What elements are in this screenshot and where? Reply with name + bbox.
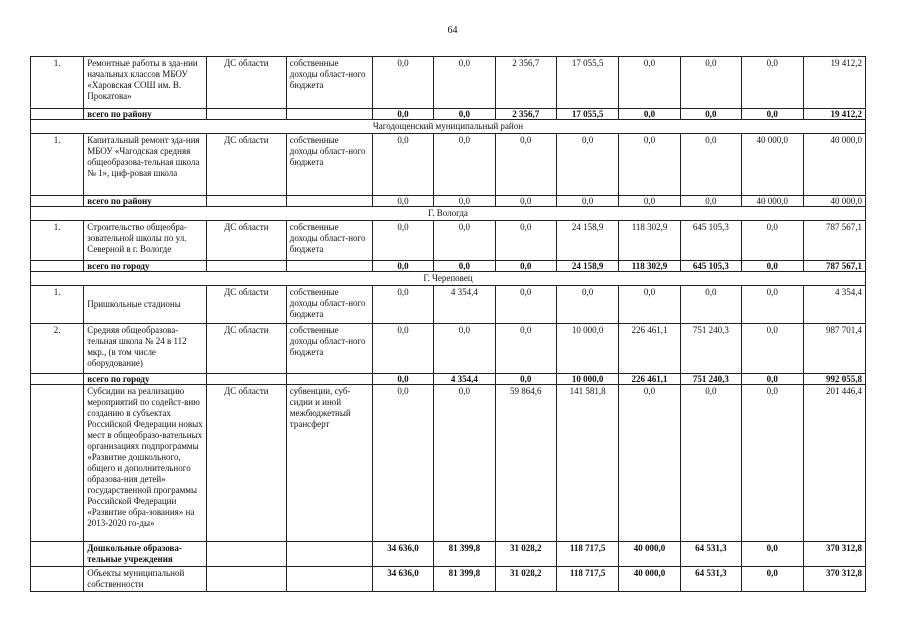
object-name: Пришкольные стадионы [84,286,207,324]
total-label: всего по городу [84,261,207,272]
value-cell: 0,0 [372,57,433,109]
value-cell: 226 461,1 [619,374,680,385]
value-cell: 987 701,4 [803,324,866,374]
value-cell: 751 240,3 [680,324,741,374]
value-cell: 0,0 [495,261,556,272]
total-label: Объекты муниципальной собственности [84,567,207,592]
funding-source: собственные доходы област-ного бюджета [286,134,372,196]
row-number: 1. [31,134,84,196]
row-number: 1. [31,286,84,324]
value-cell: 787 567,1 [803,261,866,272]
value-cell: 10 000,0 [556,324,618,374]
table-row [31,286,866,324]
value-cell: 0,0 [619,57,680,109]
value-cell: 0,0 [680,286,741,324]
value-cell: 40 000,0 [742,196,803,207]
value-cell: 118 302,9 [619,221,680,261]
value-cell: 19 412,2 [803,57,866,109]
total-row [31,109,866,120]
total-row [31,196,866,207]
value-cell: 0,0 [619,134,680,196]
value-cell: 0,0 [619,109,680,120]
value-cell: 645 105,3 [680,261,741,272]
object-name: Средняя общеобразова-тельная школа № 24 в 112 мкр., (в том числе оборудование) [84,324,207,374]
customer-cell: ДС области [206,57,286,109]
value-cell: 0,0 [434,57,495,109]
value-cell: 0,0 [495,374,556,385]
value-cell: 0,0 [372,286,433,324]
value-cell: 17 055,5 [556,57,618,109]
value-cell: 59 864,6 [495,385,556,542]
value-cell: 81 399,8 [434,542,495,567]
value-cell: 645 105,3 [680,221,741,261]
value-cell: 0,0 [434,134,495,196]
value-cell: 17 055,5 [556,109,618,120]
value-cell: 0,0 [495,221,556,261]
value-cell: 0,0 [434,324,495,374]
total-label: всего по городу [84,374,207,385]
value-cell: 370 312,8 [803,542,866,567]
value-cell: 201 446,4 [803,385,866,542]
value-cell: 0,0 [742,374,803,385]
value-cell: 0,0 [372,374,433,385]
value-cell: 226 461,1 [619,324,680,374]
total-row [31,374,866,385]
total-label: всего по району [84,109,207,120]
section-header: Г. Череповец [31,272,866,286]
value-cell: 0,0 [434,385,495,542]
section-row [31,272,866,286]
table-row [31,385,866,542]
value-cell: 0,0 [742,109,803,120]
funding-source: собственные доходы област-ного бюджета [286,286,372,324]
section-header: Чагодощенский муниципальный район [31,120,866,134]
table-row [31,324,866,374]
table-row [31,57,866,109]
value-cell: 992 055,8 [803,374,866,385]
value-cell: 19 412,2 [803,109,866,120]
value-cell: 24 158,9 [556,261,618,272]
customer-cell: ДС области [206,385,286,542]
value-cell: 0,0 [680,196,741,207]
section-row [31,207,866,221]
value-cell: 0,0 [742,567,803,592]
value-cell: 4 354,4 [434,286,495,324]
value-cell: 0,0 [434,261,495,272]
value-cell: 0,0 [372,109,433,120]
total-row [31,261,866,272]
value-cell: 0,0 [619,196,680,207]
value-cell: 0,0 [372,196,433,207]
value-cell: 0,0 [372,324,433,374]
value-cell: 0,0 [372,261,433,272]
value-cell: 0,0 [680,385,741,542]
section-row [31,120,866,134]
value-cell: 40 000,0 [742,134,803,196]
table-row [31,221,866,261]
value-cell: 4 354,4 [434,374,495,385]
value-cell: 0,0 [372,385,433,542]
value-cell: 0,0 [742,286,803,324]
section-header: Г. Вологда [31,207,866,221]
total-label: всего по району [84,196,207,207]
value-cell: 0,0 [680,109,741,120]
funding-source: собственные доходы област-ного бюджета [286,324,372,374]
object-name: Строительство общеобра-зовательной школы по ул. Северной в г. Вологде [84,221,207,261]
value-cell: 787 567,1 [803,221,866,261]
value-cell: 64 531,3 [680,542,741,567]
value-cell: 0,0 [495,196,556,207]
value-cell: 40 000,0 [803,134,866,196]
value-cell: 0,0 [372,221,433,261]
object-name: Капитальный ремонт зда-ния МБОУ «Чагодская средняя общеобразова-тельная школа № 1», циф-ровая школа [84,134,207,196]
value-cell: 0,0 [742,221,803,261]
value-cell: 10 000,0 [556,374,618,385]
value-cell: 64 531,3 [680,567,741,592]
value-cell: 118 717,5 [556,542,618,567]
value-cell: 0,0 [742,324,803,374]
value-cell: 0,0 [495,324,556,374]
value-cell: 0,0 [434,109,495,120]
object-name: Ремонтные работы в зда-нии начальных классов МБОУ «Харовская СОШ им. В. Прокатова» [84,57,207,109]
value-cell: 0,0 [556,134,618,196]
value-cell: 0,0 [619,286,680,324]
value-cell: 118 717,5 [556,567,618,592]
value-cell: 141 581,8 [556,385,618,542]
value-cell: 34 636,0 [372,542,433,567]
value-cell: 118 302,9 [619,261,680,272]
value-cell: 0,0 [495,134,556,196]
object-name: Субсидии на реализацию мероприятий по содейст-вию созданию в субъектах Российской Федерации новых мест в общеобразо-вательных организациях подпрограммы «Развитие дошкольного, общего и дополнительного образова-ния детей» государственной программы Российской Федерации «Развитие обра-зования» на 2013-2020 го-ды» [84,385,207,542]
value-cell: 81 399,8 [434,567,495,592]
customer-cell: ДС области [206,286,286,324]
value-cell: 0,0 [680,57,741,109]
value-cell: 0,0 [742,261,803,272]
value-cell: 0,0 [434,196,495,207]
row-number: 2. [31,324,84,374]
value-cell: 34 636,0 [372,567,433,592]
value-cell: 0,0 [556,196,618,207]
value-cell: 2 356,7 [495,57,556,109]
value-cell: 31 028,2 [495,567,556,592]
value-cell: 0,0 [495,286,556,324]
value-cell: 0,0 [434,221,495,261]
customer-cell: ДС области [206,324,286,374]
value-cell: 0,0 [372,134,433,196]
total-row [31,542,866,567]
value-cell: 370 312,8 [803,567,866,592]
customer-cell: ДС области [206,221,286,261]
value-cell: 2 356,7 [495,109,556,120]
value-cell: 0,0 [680,134,741,196]
value-cell: 0,0 [742,57,803,109]
row-number: 1. [31,221,84,261]
row-number [31,385,84,542]
value-cell: 24 158,9 [556,221,618,261]
budget-table [30,56,866,592]
funding-source: субвенции, суб-сидии и иной межбюджетный трансферт [286,385,372,542]
customer-cell: ДС области [206,134,286,196]
value-cell: 0,0 [619,385,680,542]
value-cell: 40 000,0 [803,196,866,207]
row-number: 1. [31,57,84,109]
value-cell: 0,0 [742,542,803,567]
value-cell: 40 000,0 [619,567,680,592]
value-cell: 751 240,3 [680,374,741,385]
value-cell: 40 000,0 [619,542,680,567]
total-label: Дошкольные образова-тельные учреждения [84,542,207,567]
funding-source: собственные доходы област-ного бюджета [286,57,372,109]
page-number: 64 [447,25,458,36]
value-cell: 4 354,4 [803,286,866,324]
funding-source: собственные доходы област-ного бюджета [286,221,372,261]
value-cell: 0,0 [742,385,803,542]
value-cell: 31 028,2 [495,542,556,567]
table-row [31,134,866,196]
total-row [31,567,866,592]
value-cell: 0,0 [556,286,618,324]
